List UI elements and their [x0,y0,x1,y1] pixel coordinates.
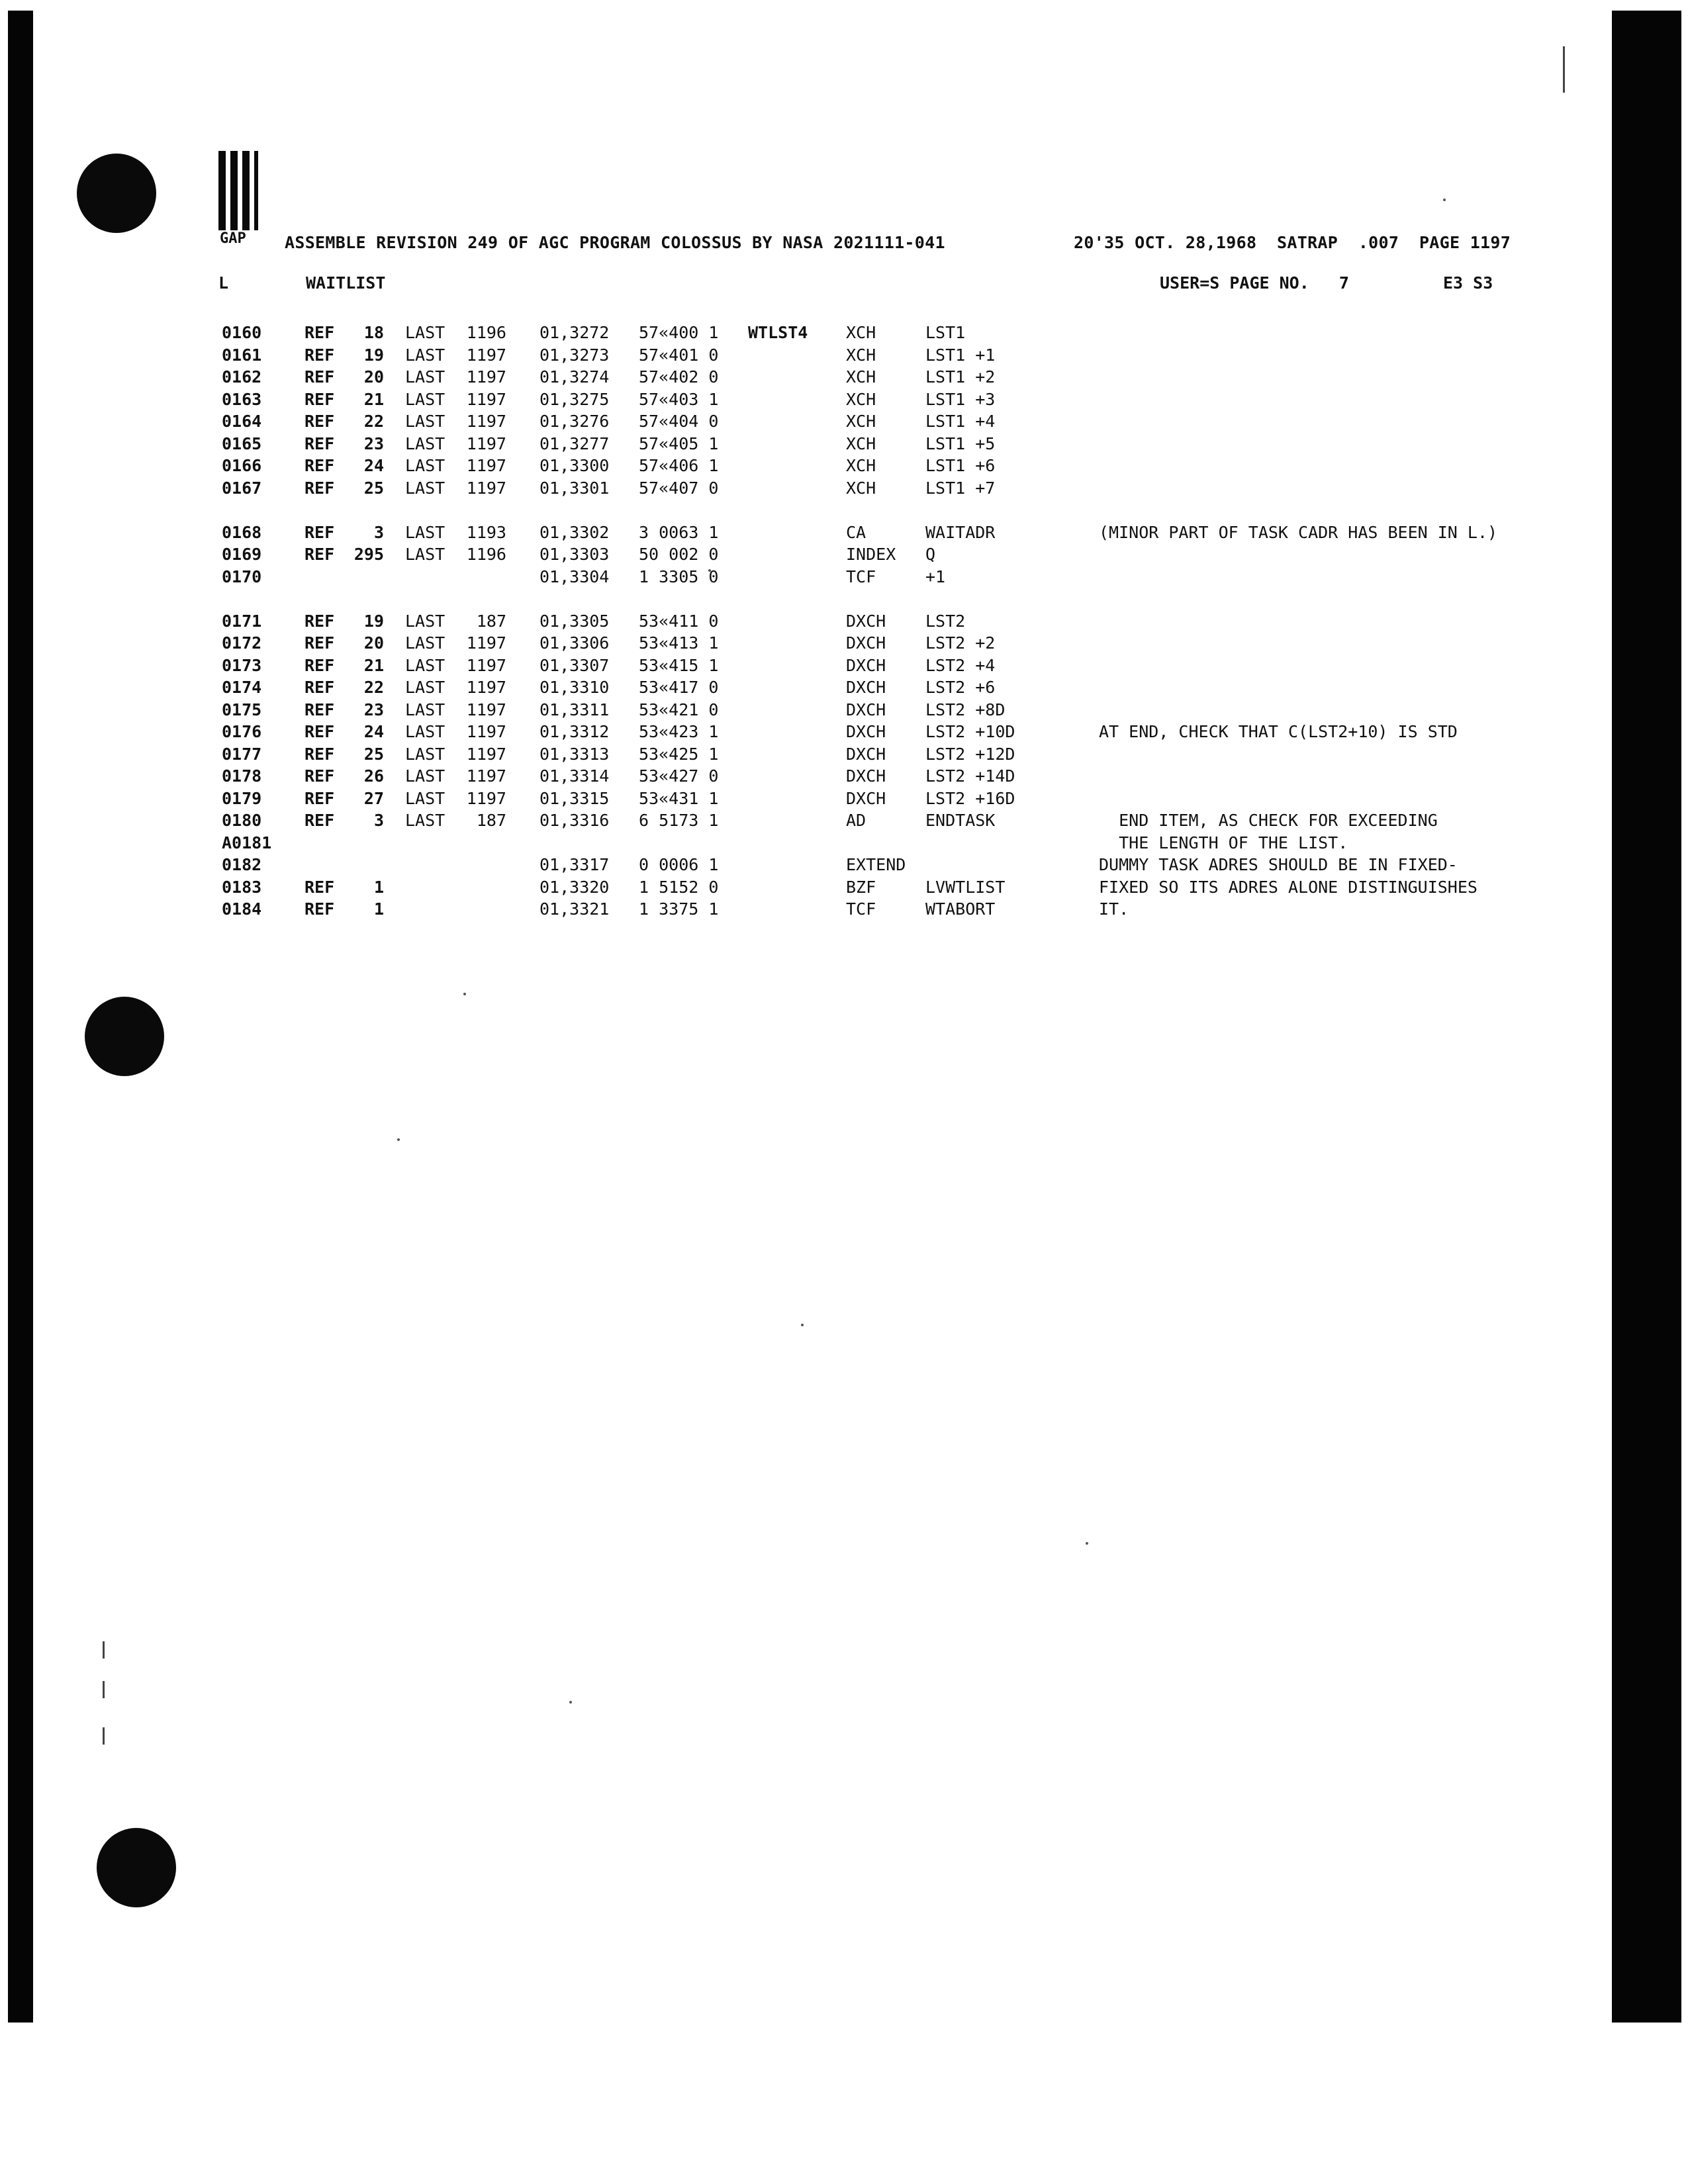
listing-row [0,366,1609,388]
address: 01,3313 [539,744,610,764]
ref-label: REF [305,899,335,919]
last-label: LAST [405,456,445,475]
listing-row [0,832,1609,854]
opcode: XCH [846,478,876,498]
machine-code: 6 5173 1 [639,811,719,830]
opcode: DXCH [846,678,886,697]
operand: WAITADR [925,522,996,542]
machine-code: 57«407 0 [639,478,719,498]
last-label: LAST [405,611,445,631]
last-page: 1197 [466,766,506,786]
ref-count: 22 [363,412,384,431]
ref-label: REF [305,877,335,897]
comment: IT. [1099,899,1129,919]
last-label: LAST [405,811,445,830]
operand: LST2 [925,611,966,631]
line-number: A0181 [222,833,272,852]
machine-code: 57«400 1 [639,323,719,342]
margin-tick [103,1727,105,1745]
opcode: DXCH [846,788,886,808]
last-page: 187 [476,811,506,830]
last-label: LAST [405,700,445,719]
address: 01,3307 [539,655,610,675]
last-page: 1197 [466,633,506,653]
listing-row [0,721,1609,743]
listing-row [0,809,1609,832]
operand: LST1 +6 [925,456,996,475]
machine-code: 57«401 0 [639,345,719,365]
opcode: DXCH [846,633,886,653]
machine-code: 53«413 1 [639,633,719,653]
last-label: LAST [405,788,445,808]
blank-line [0,499,1609,522]
comment: AT END, CHECK THAT C(LST2+10) IS STD [1099,722,1458,741]
line-number: 0173 [222,655,262,675]
ref-label: REF [305,389,335,409]
line-number: 0169 [222,545,262,564]
ref-count: 1 [373,877,384,897]
machine-code: 1 5152 0 [639,877,719,897]
ref-count: 19 [363,345,384,365]
machine-code: 53«417 0 [639,678,719,697]
last-page: 1197 [466,367,506,387]
address: 01,3304 [539,567,610,586]
ref-label: REF [305,678,335,697]
listing-row [0,410,1609,433]
ref-label: REF [305,722,335,741]
ref-label: REF [305,522,335,542]
operand: LST1 +1 [925,345,996,365]
address: 01,3301 [539,478,610,498]
line-number: 0170 [222,567,262,586]
listing-row [0,854,1609,876]
last-label: LAST [405,744,445,764]
ref-count: 3 [373,811,384,830]
scan-border-left [8,11,33,2023]
assembly-listing [0,322,1609,921]
opcode: XCH [846,345,876,365]
ref-count: 23 [363,433,384,453]
address: 01,3300 [539,456,610,475]
listing-row [0,898,1609,921]
operand: LST1 +2 [925,367,996,387]
ref-label: REF [305,611,335,631]
line-number: 0164 [222,412,262,431]
punch-hole-middle [85,997,164,1076]
line-number: 0176 [222,722,262,741]
ref-label: REF [305,766,335,786]
address: 01,3275 [539,389,610,409]
opcode: EXTEND [846,855,906,874]
last-label: LAST [405,722,445,741]
ref-count: 19 [363,611,384,631]
operand: LVWTLIST [925,877,1006,897]
operand: ENDTASK [925,811,996,830]
operand: Q [925,545,936,564]
last-label: LAST [405,345,445,365]
last-label: LAST [405,633,445,653]
line-number: 0183 [222,877,262,897]
ref-label: REF [305,478,335,498]
scan-speck [801,1324,804,1326]
machine-code: 50 002 0 [639,545,719,564]
line-number: 0172 [222,633,262,653]
ref-label: REF [305,633,335,653]
listing-header-title: ASSEMBLE REVISION 249 OF AGC PROGRAM COLOSSUS BY NASA 2021111-041 [285,233,945,252]
last-page: 1197 [466,678,506,697]
ref-label: REF [305,323,335,342]
listing-row [0,610,1609,633]
address: 01,3314 [539,766,610,786]
comment: THE LENGTH OF THE LIST. [1099,833,1348,852]
scan-speck [569,1701,572,1704]
ref-label: REF [305,345,335,365]
operand: LST2 +8D [925,700,1006,719]
machine-code: 57«406 1 [639,456,719,475]
last-page: 1197 [466,788,506,808]
operand: LST1 +7 [925,478,996,498]
ref-label: REF [305,367,335,387]
line-number: 0178 [222,766,262,786]
address: 01,3315 [539,788,610,808]
address: 01,3316 [539,811,610,830]
ref-label: REF [305,788,335,808]
line-number: 0165 [222,433,262,453]
machine-code: 3 0063 1 [639,522,719,542]
line-number: 0168 [222,522,262,542]
last-page: 1197 [466,478,506,498]
opcode: XCH [846,323,876,342]
last-label: LAST [405,522,445,542]
address: 01,3276 [539,412,610,431]
listing-row [0,699,1609,721]
machine-code: 53«421 0 [639,700,719,719]
ref-count: 22 [363,678,384,697]
blank-line [0,588,1609,610]
address: 01,3312 [539,722,610,741]
opcode: BZF [846,877,876,897]
machine-code: 57«405 1 [639,433,719,453]
address: 01,3274 [539,367,610,387]
last-label: LAST [405,678,445,697]
ref-count: 21 [363,655,384,675]
margin-tick [103,1681,105,1698]
listing-header-date-page: 20'35 OCT. 28,1968 SATRAP .007 PAGE 1197 [1074,233,1511,252]
last-page: 187 [476,611,506,631]
listing-row [0,788,1609,810]
opcode: CA [846,522,867,542]
last-page: 1197 [466,433,506,453]
ref-count: 25 [363,478,384,498]
listing-row [0,676,1609,699]
operand: LST2 +14D [925,766,1015,786]
opcode: XCH [846,412,876,431]
last-page: 1197 [466,345,506,365]
margin-tick [1563,46,1565,93]
scan-speck [463,993,466,995]
listing-type: L [218,273,229,293]
last-label: LAST [405,389,445,409]
machine-code: 53«431 1 [639,788,719,808]
operand: WTABORT [925,899,996,919]
machine-code: 53«425 1 [639,744,719,764]
scan-border-right [1612,11,1681,2023]
address: 01,3302 [539,522,610,542]
address: 01,3317 [539,855,610,874]
machine-code: 0 0006 1 [639,855,719,874]
listing-row [0,344,1609,367]
listing-row [0,876,1609,899]
operand: LST2 +12D [925,744,1015,764]
ref-label: REF [305,744,335,764]
line-number: 0171 [222,611,262,631]
address: 01,3277 [539,433,610,453]
location-label: WTLST4 [748,323,808,342]
opcode: DXCH [846,700,886,719]
listing-row [0,765,1609,788]
address: 01,3272 [539,323,610,342]
opcode: AD [846,811,867,830]
opcode: TCF [846,567,876,586]
section-name: WAITLIST [306,273,386,293]
line-number: 0179 [222,788,262,808]
opcode: DXCH [846,766,886,786]
user-page-number: USER=S PAGE NO. 7 [1160,273,1349,293]
machine-code: 57«403 1 [639,389,719,409]
scan-speck [1443,199,1446,201]
ref-count: 18 [363,323,384,342]
printer-stripe-mark [218,151,258,230]
ref-count: 27 [363,788,384,808]
punch-hole-bottom [97,1828,176,1907]
ref-count: 20 [363,633,384,653]
ref-count: 295 [353,545,384,564]
address: 01,3320 [539,877,610,897]
last-page: 1197 [466,722,506,741]
comment: FIXED SO ITS ADRES ALONE DISTINGUISHES [1099,877,1477,897]
last-label: LAST [405,545,445,564]
last-page: 1197 [466,700,506,719]
machine-code: 57«402 0 [639,367,719,387]
machine-code: 57«404 0 [639,412,719,431]
line-number: 0167 [222,478,262,498]
last-page: 1197 [466,412,506,431]
listing-row [0,566,1609,588]
listing-row [0,477,1609,500]
ref-label: REF [305,545,335,564]
bank-code: E3 S3 [1443,273,1493,293]
line-number: 0166 [222,456,262,475]
last-label: LAST [405,323,445,342]
last-label: LAST [405,478,445,498]
last-label: LAST [405,433,445,453]
ref-label: REF [305,811,335,830]
operand: LST2 +2 [925,633,996,653]
listing-row [0,433,1609,455]
opcode: XCH [846,433,876,453]
address: 01,3273 [539,345,610,365]
operand: LST2 +4 [925,655,996,675]
operand: +1 [925,567,946,586]
ref-label: REF [305,433,335,453]
opcode: DXCH [846,655,886,675]
last-page: 1197 [466,389,506,409]
comment: (MINOR PART OF TASK CADR HAS BEEN IN L.) [1099,522,1498,542]
operand: LST2 +10D [925,722,1015,741]
line-number: 0177 [222,744,262,764]
last-label: LAST [405,766,445,786]
opcode: DXCH [846,611,886,631]
listing-row [0,632,1609,655]
operand: LST1 +3 [925,389,996,409]
listing-row [0,543,1609,566]
line-number: 0163 [222,389,262,409]
machine-code: 53«415 1 [639,655,719,675]
last-page: 1197 [466,655,506,675]
ref-count: 1 [373,899,384,919]
machine-code: 1 3375 1 [639,899,719,919]
scan-speck [1086,1542,1088,1545]
operand: LST1 [925,323,966,342]
operand: LST2 +16D [925,788,1015,808]
machine-code: 1 3305 0 [639,567,719,586]
listing-row [0,388,1609,411]
ref-count: 24 [363,722,384,741]
listing-row [0,655,1609,677]
line-number: 0161 [222,345,262,365]
opcode: DXCH [846,722,886,741]
ref-label: REF [305,700,335,719]
ref-count: 24 [363,456,384,475]
last-page: 1196 [466,323,506,342]
operand: LST2 +6 [925,678,996,697]
address: 01,3310 [539,678,610,697]
ref-label: REF [305,655,335,675]
listing-row [0,455,1609,477]
ref-count: 3 [373,522,384,542]
scan-speck [397,1138,400,1141]
line-number: 0175 [222,700,262,719]
opcode: XCH [846,456,876,475]
line-number: 0162 [222,367,262,387]
margin-tick [103,1641,105,1659]
listing-row [0,522,1609,544]
line-number: 0174 [222,678,262,697]
ref-label: REF [305,456,335,475]
line-number: 0180 [222,811,262,830]
ref-count: 25 [363,744,384,764]
last-label: LAST [405,655,445,675]
opcode: XCH [846,367,876,387]
machine-code: 53«411 0 [639,611,719,631]
comment: DUMMY TASK ADRES SHOULD BE IN FIXED- [1099,855,1458,874]
ref-count: 23 [363,700,384,719]
address: 01,3311 [539,700,610,719]
ref-label: REF [305,412,335,431]
ref-count: 21 [363,389,384,409]
address: 01,3303 [539,545,610,564]
machine-code: 53«427 0 [639,766,719,786]
punch-hole-top [77,154,156,233]
last-page: 1197 [466,456,506,475]
address: 01,3321 [539,899,610,919]
last-label: LAST [405,367,445,387]
stripe-label: GAP [220,230,246,247]
ref-count: 26 [363,766,384,786]
line-number: 0160 [222,323,262,342]
operand: LST1 +4 [925,412,996,431]
comment: END ITEM, AS CHECK FOR EXCEEDING [1099,811,1438,830]
opcode: INDEX [846,545,896,564]
address: 01,3306 [539,633,610,653]
last-page: 1196 [466,545,506,564]
machine-code: 53«423 1 [639,722,719,741]
opcode: TCF [846,899,876,919]
operand: LST1 +5 [925,433,996,453]
last-label: LAST [405,412,445,431]
line-number: 0182 [222,855,262,874]
opcode: XCH [846,389,876,409]
address: 01,3305 [539,611,610,631]
opcode: DXCH [846,744,886,764]
last-page: 1197 [466,744,506,764]
listing-row [0,322,1609,344]
ref-count: 20 [363,367,384,387]
line-number: 0184 [222,899,262,919]
last-page: 1193 [466,522,506,542]
listing-row [0,743,1609,766]
